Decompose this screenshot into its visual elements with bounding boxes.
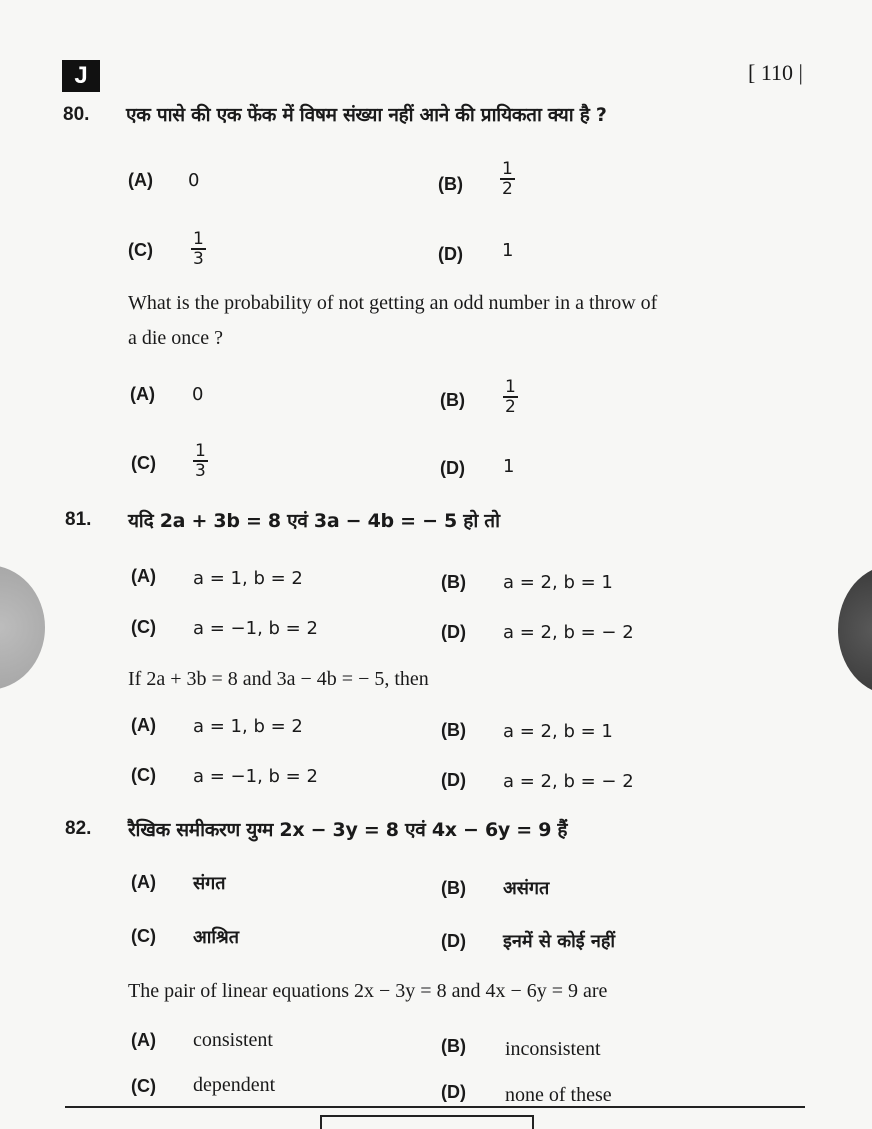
question-81-hindi: यदि 2a + 3b = 8 एवं 3a − 4b = − 5 हो तो [128,510,500,532]
option-label: (A) [131,1030,156,1050]
option-value: a = 2, b = 1 [503,572,613,593]
fraction-half [500,160,515,198]
denominator: 2 [502,179,513,199]
option-label: (D) [441,1082,466,1102]
option-label: (D) [441,622,466,642]
question-82-english: The pair of linear equations 2x − 3y = 8 and 4x − 6y = 9 are [128,980,608,1002]
option-label: (C) [131,926,156,946]
option-label: (D) [441,770,466,790]
option-label: (B) [441,572,466,592]
fraction-half [503,378,518,416]
question-81-english: If 2a + 3b = 8 and 3a − 4b = − 5, then [128,668,429,690]
question-number-80: 80. [63,104,90,125]
option-label: (D) [441,931,466,951]
option-value: consistent [193,1029,273,1051]
option-label: (A) [131,715,156,735]
numerator: 1 [505,377,516,397]
option-value: a = 1, b = 2 [193,568,303,589]
option-value: dependent [193,1074,276,1096]
option-label: (D) [438,244,463,264]
option-label: (B) [441,720,466,740]
option-label: (B) [440,390,465,410]
option-label: (D) [440,458,465,478]
set-badge: J [62,60,100,92]
numerator: 1 [502,159,513,179]
option-value: असंगत [503,878,550,899]
viewer-prev-handle[interactable] [0,565,45,690]
footer-rule [65,1106,805,1108]
option-label: (B) [441,1036,466,1056]
fraction-third [193,442,208,480]
numerator: 1 [195,441,206,461]
option-value: a = 1, b = 2 [193,716,303,737]
option-label: (C) [128,240,153,260]
option-value: a = 2, b = − 2 [503,771,634,792]
option-label: (A) [131,566,156,586]
option-value: इनमें से कोई नहीं [503,931,616,952]
option-label: (A) [131,872,156,892]
numerator: 1 [193,229,204,249]
option-label: (B) [438,174,463,194]
question-80-english-line1: What is the probability of not getting an odd number in a throw of [128,292,658,314]
option-value: a = −1, b = 2 [193,766,318,787]
question-number-82: 82. [65,818,92,839]
option-label: (A) [128,170,153,190]
option-label: (C) [131,453,156,473]
option-value: a = −1, b = 2 [193,618,318,639]
option-value: आश्रित [193,927,240,948]
question-82-hindi: रैखिक समीकरण युग्म 2x − 3y = 8 एवं 4x − 6y = 9 हैं [128,819,568,841]
option-label: (C) [131,617,156,637]
option-value: 0 [192,384,204,405]
option-value: 0 [188,170,200,191]
option-label: (C) [131,765,156,785]
option-value: a = 2, b = 1 [503,721,613,742]
page-number: [ 110 | [748,60,803,85]
denominator: 3 [195,461,206,481]
denominator: 2 [505,397,516,417]
option-label: (A) [130,384,155,404]
option-value: 1 [502,240,514,261]
viewer-next-handle[interactable] [838,565,872,695]
option-label: (C) [131,1076,156,1096]
option-value: 1 [503,456,515,477]
fraction-third [191,230,206,268]
option-value: a = 2, b = − 2 [503,622,634,643]
question-number-81: 81. [65,509,92,530]
option-value: संगत [193,873,226,894]
option-value: inconsistent [505,1038,601,1060]
question-80-english-line2: a die once ? [128,327,223,349]
option-value: none of these [505,1084,612,1106]
option-label: (B) [441,878,466,898]
denominator: 3 [193,249,204,269]
question-80-hindi: एक पासे की एक फेंक में विषम संख्या नहीं आने की प्रायिकता क्या है ? [126,104,607,126]
